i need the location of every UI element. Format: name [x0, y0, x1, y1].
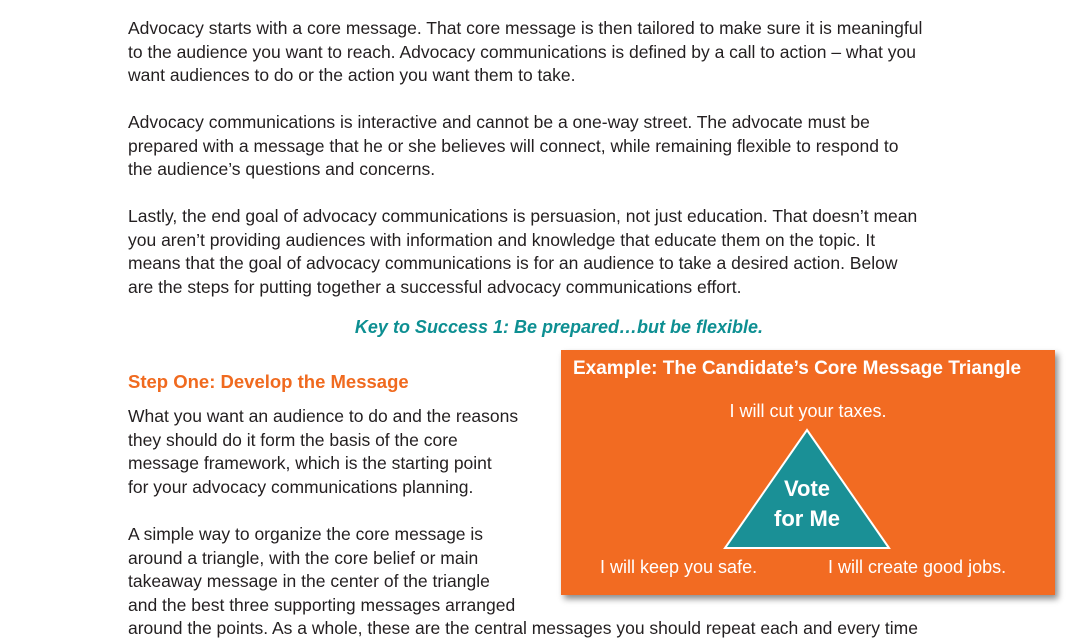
text-line: message framework, which is the starting point [128, 453, 492, 473]
text-line: the audience’s questions and concerns. [128, 159, 436, 179]
text-line: What you want an audience to do and the reasons [128, 406, 519, 426]
core-message [721, 474, 893, 534]
text-line: and the best three supporting messages arranged [128, 594, 516, 615]
paragraph-interactive [128, 111, 968, 182]
text-line: means that the goal of advocacy communications is for an audience to take a desired action. Below [128, 253, 898, 273]
text-line: they should do it form the basis of the core [128, 429, 458, 450]
key-to-success-heading: Key to Success 1: Be prepared…but be flexible. [354, 317, 764, 337]
text-line: Advocacy starts with a core message. That core message is then tailored to make sure it is meaningful [128, 18, 923, 38]
supporting-message-left: I will keep you safe. [600, 557, 758, 577]
example-core-message-box [561, 350, 1055, 595]
intro-paragraph-core-message [128, 17, 968, 88]
paragraph-persuasion [128, 205, 968, 299]
text-line: want audiences to do or the action you want them to take. [128, 65, 576, 85]
text-line: are the steps for putting together a successful advocacy communications effort. [128, 276, 742, 297]
text-line: around a triangle, with the core belief or main [128, 547, 479, 568]
text-line: for your advocacy communications planning. [128, 476, 474, 497]
text-line: takeaway message in the center of the triangle [128, 571, 490, 591]
text-line: you aren’t providing audiences with information and knowledge that educate them on the topic. It [128, 229, 876, 250]
core-message-line: for Me [774, 506, 840, 531]
text-line: Lastly, the end goal of advocacy communications is persuasion, not just education. That doesn’t mean [128, 206, 918, 226]
paragraph-step-one [128, 405, 548, 499]
step-one-heading: Step One: Develop the Message [128, 371, 409, 392]
example-title: Example: The Candidate’s Core Message Triangle [573, 358, 1022, 379]
text-line: prepared with a message that he or she believes will connect, while remaining flexible to respond to [128, 135, 899, 156]
text-line: Advocacy communications is interactive and cannot be a one-way street. The advocate must be [128, 112, 870, 132]
text-line: to the audience you want to reach. Advocacy communications is defined by a call to action – what you [128, 41, 916, 62]
text-line: around the points. As a whole, these are the central messages you should repeat each and every time [128, 618, 918, 638]
text-line: A simple way to organize the core message is [128, 524, 484, 544]
core-message-line: Vote [783, 476, 831, 501]
supporting-message-right: I will create good jobs. [828, 557, 1007, 577]
supporting-message-top: I will cut your taxes. [729, 401, 887, 421]
